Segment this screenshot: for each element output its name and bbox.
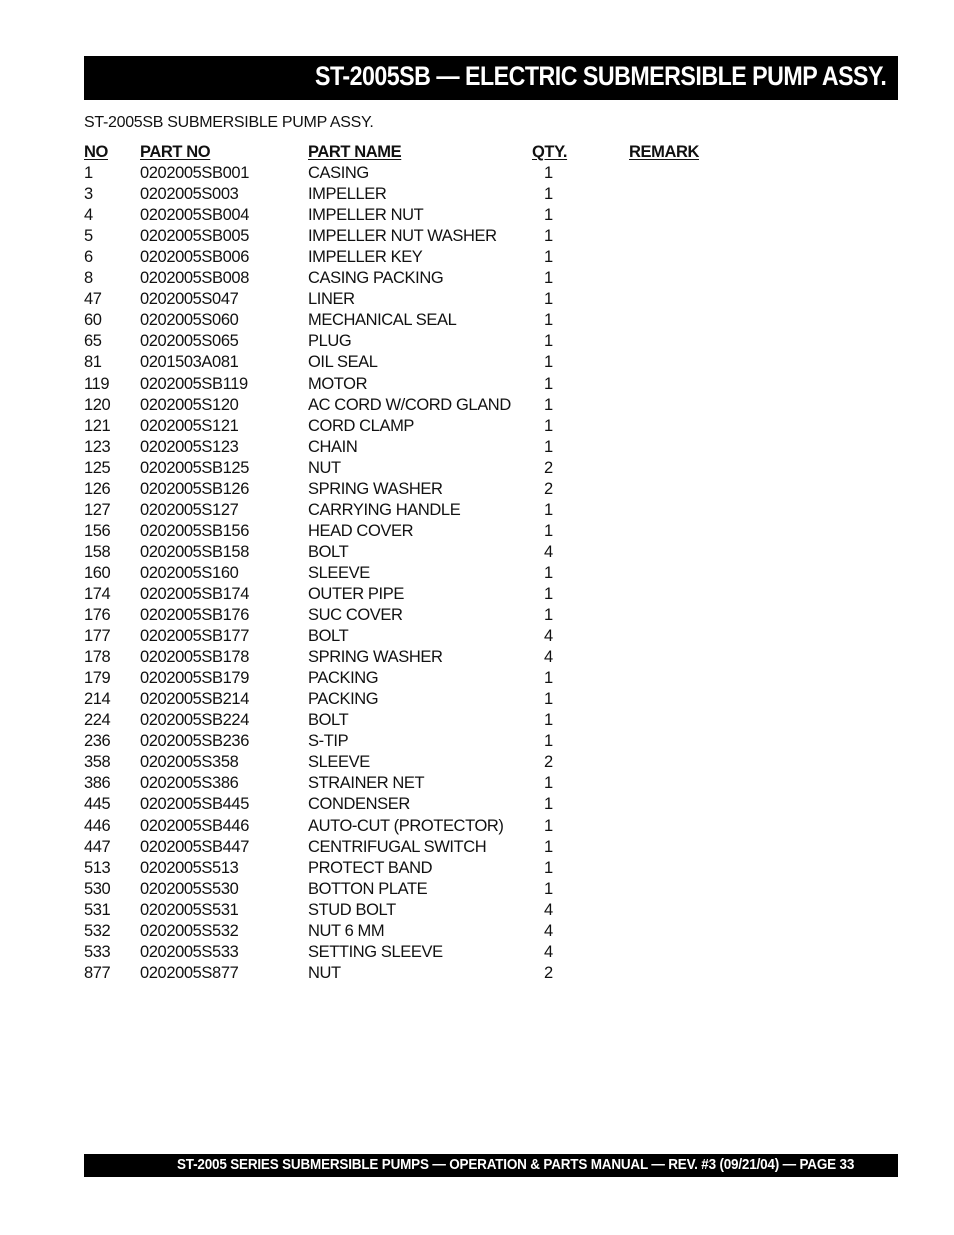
- cell-part-name: CONDENSER: [308, 795, 410, 814]
- cell-part-name: BOTTON PLATE: [308, 879, 428, 898]
- cell-part-no: 0202005SB177: [140, 627, 249, 646]
- table-row: [84, 584, 724, 605]
- cell-no: 530: [84, 879, 111, 898]
- cell-part-name: IMPELLER NUT WASHER: [308, 227, 497, 246]
- cell-no: 81: [84, 353, 102, 372]
- table-row: [84, 247, 724, 268]
- cell-part-name: NUT: [308, 963, 341, 982]
- cell-qty: 1: [544, 227, 553, 246]
- cell-part-name: CARRYING HANDLE: [308, 500, 461, 519]
- cell-part-no: 0202005S047: [140, 290, 239, 309]
- cell-no: 127: [84, 500, 111, 519]
- table-row: [84, 605, 724, 626]
- table-row: [84, 184, 724, 205]
- cell-part-name: CASING PACKING: [308, 269, 444, 288]
- cell-qty: 1: [544, 164, 553, 183]
- cell-qty: 4: [544, 648, 553, 667]
- cell-no: 121: [84, 416, 111, 435]
- cell-part-name: STUD BOLT: [308, 900, 396, 919]
- footer-text: ST-2005 SERIES SUBMERSIBLE PUMPS — OPERATION & PARTS MANUAL — REV. #3 (09/21/04) — PAGE 33: [176, 1157, 854, 1173]
- cell-no: 236: [84, 732, 111, 751]
- cell-qty: 1: [544, 437, 553, 456]
- table-row: [84, 858, 724, 879]
- cell-part-no: 0202005S121: [140, 416, 239, 435]
- table-row: [84, 289, 724, 310]
- table-row: [84, 437, 724, 458]
- cell-no: 877: [84, 963, 111, 982]
- table-row: [84, 963, 724, 984]
- cell-no: 224: [84, 711, 111, 730]
- page-title-bar: [84, 56, 898, 100]
- cell-no: 386: [84, 774, 111, 793]
- cell-no: 447: [84, 837, 111, 856]
- cell-part-no: 0202005SB119: [140, 374, 248, 393]
- cell-part-no: 0202005SB174: [140, 584, 249, 603]
- cell-no: 6: [84, 248, 93, 267]
- cell-no: 532: [84, 921, 111, 940]
- cell-qty: 2: [544, 963, 553, 982]
- table-row: [84, 816, 724, 837]
- cell-part-name: IMPELLER: [308, 185, 387, 204]
- table-row: [84, 731, 724, 752]
- cell-no: 47: [84, 290, 102, 309]
- cell-part-name: SLEEVE: [308, 563, 370, 582]
- cell-qty: 1: [544, 311, 553, 330]
- cell-part-no: 0202005S003: [140, 185, 239, 204]
- cell-qty: 1: [544, 816, 553, 835]
- cell-part-no: 0202005SB445: [140, 795, 249, 814]
- cell-part-name: AC CORD W/CORD GLAND: [308, 395, 511, 414]
- cell-qty: 4: [544, 942, 553, 961]
- table-row: [84, 668, 724, 689]
- cell-part-no: 0202005S127: [140, 500, 239, 519]
- cell-part-no: 0202005S877: [140, 963, 239, 982]
- table-row: [84, 416, 724, 437]
- column-header-remark: REMARK: [629, 143, 700, 161]
- cell-no: 126: [84, 479, 111, 498]
- cell-part-name: SPRING WASHER: [308, 648, 443, 667]
- cell-part-no: 0202005SB179: [140, 669, 249, 688]
- cell-part-no: 0202005SB006: [140, 248, 249, 267]
- cell-part-name: IMPELLER KEY: [308, 248, 423, 267]
- cell-part-no: 0202005SB236: [140, 732, 249, 751]
- cell-part-no: 0202005SB005: [140, 227, 249, 246]
- cell-no: 65: [84, 332, 102, 351]
- cell-part-name: MOTOR: [308, 374, 368, 393]
- cell-part-no: 0202005SB214: [140, 690, 249, 709]
- cell-part-no: 0202005SB125: [140, 458, 249, 477]
- cell-no: 445: [84, 795, 111, 814]
- cell-part-name: MECHANICAL SEAL: [308, 311, 457, 330]
- cell-no: 158: [84, 542, 111, 561]
- table-row: [84, 500, 724, 521]
- cell-part-no: 0202005S123: [140, 437, 239, 456]
- cell-part-no: 0202005S060: [140, 311, 239, 330]
- cell-part-name: PACKING: [308, 669, 379, 688]
- cell-part-name: OUTER PIPE: [308, 584, 404, 603]
- column-header-part-name: PART NAME: [308, 143, 402, 161]
- cell-part-no: 0202005S065: [140, 332, 239, 351]
- cell-qty: 2: [544, 753, 553, 772]
- table-row: [84, 331, 724, 352]
- cell-part-no: 0202005SB176: [140, 606, 249, 625]
- cell-part-no: 0202005SB126: [140, 479, 249, 498]
- cell-qty: 1: [544, 879, 553, 898]
- cell-part-no: 0202005SB156: [140, 521, 249, 540]
- table-row: [84, 226, 724, 247]
- cell-part-name: NUT 6 MM: [308, 921, 385, 940]
- cell-no: 8: [84, 269, 93, 288]
- cell-no: 214: [84, 690, 111, 709]
- cell-part-name: IMPELLER NUT: [308, 206, 424, 225]
- cell-no: 358: [84, 753, 111, 772]
- cell-qty: 1: [544, 248, 553, 267]
- cell-part-no: 0202005S160: [140, 563, 239, 582]
- cell-qty: 1: [544, 395, 553, 414]
- cell-part-name: CASING: [308, 164, 369, 183]
- cell-part-no: 0202005S358: [140, 753, 239, 772]
- cell-qty: 2: [544, 458, 553, 477]
- table-row: [84, 626, 724, 647]
- column-header-part-no: PART NO: [140, 143, 211, 161]
- footer-bar: [84, 1154, 898, 1177]
- cell-no: 4: [84, 206, 93, 225]
- table-row: [84, 900, 724, 921]
- cell-qty: 1: [544, 269, 553, 288]
- table-row: [84, 563, 724, 584]
- table-row: [84, 479, 724, 500]
- cell-part-name: SUC COVER: [308, 606, 403, 625]
- cell-qty: 4: [544, 921, 553, 940]
- table-row: [84, 268, 724, 289]
- cell-qty: 2: [544, 479, 553, 498]
- cell-part-name: BOLT: [308, 627, 349, 646]
- cell-part-no: 0202005SB224: [140, 711, 249, 730]
- cell-qty: 1: [544, 732, 553, 751]
- cell-no: 119: [84, 374, 110, 393]
- cell-part-no: 0202005S533: [140, 942, 239, 961]
- cell-part-name: CORD CLAMP: [308, 416, 415, 435]
- table-row: [84, 752, 724, 773]
- table-row: [84, 458, 724, 479]
- cell-part-no: 0202005SB178: [140, 648, 249, 667]
- table-row: [84, 310, 724, 331]
- cell-part-name: SPRING WASHER: [308, 479, 443, 498]
- cell-qty: 1: [544, 774, 553, 793]
- page-title: ST-2005SB — ELECTRIC SUBMERSIBLE PUMP ASSY.: [314, 61, 886, 91]
- cell-no: 177: [84, 627, 111, 646]
- cell-qty: 1: [544, 858, 553, 877]
- cell-no: 446: [84, 816, 111, 835]
- cell-no: 160: [84, 563, 111, 582]
- cell-qty: 1: [544, 290, 553, 309]
- cell-no: 60: [84, 311, 102, 330]
- cell-part-no: 0202005S531: [140, 900, 239, 919]
- cell-qty: 1: [544, 584, 553, 603]
- table-row: [84, 395, 724, 416]
- table-row: [84, 374, 724, 395]
- cell-no: 174: [84, 584, 111, 603]
- cell-no: 176: [84, 606, 111, 625]
- table-header-row: [84, 142, 724, 163]
- cell-part-no: 0202005S513: [140, 858, 239, 877]
- cell-no: 123: [84, 437, 111, 456]
- table-row: [84, 205, 724, 226]
- cell-qty: 1: [544, 521, 553, 540]
- cell-qty: 1: [544, 332, 553, 351]
- cell-qty: 1: [544, 185, 553, 204]
- table-row: [84, 710, 724, 731]
- cell-part-no: 0201503A081: [140, 353, 239, 372]
- cell-part-no: 0202005SB008: [140, 269, 249, 288]
- cell-part-name: PLUG: [308, 332, 352, 351]
- cell-no: 533: [84, 942, 111, 961]
- cell-part-name: AUTO-CUT (PROTECTOR): [308, 816, 504, 835]
- table-row: [84, 352, 724, 373]
- cell-qty: 1: [544, 374, 553, 393]
- cell-part-name: HEAD COVER: [308, 521, 414, 540]
- cell-qty: 4: [544, 900, 553, 919]
- cell-part-name: PACKING: [308, 690, 379, 709]
- table-row: [84, 921, 724, 942]
- cell-qty: 1: [544, 837, 553, 856]
- parts-table: [84, 142, 724, 984]
- cell-no: 5: [84, 227, 93, 246]
- cell-qty: 1: [544, 606, 553, 625]
- table-row: [84, 773, 724, 794]
- table-row: [84, 794, 724, 815]
- cell-qty: 4: [544, 627, 553, 646]
- cell-no: 513: [84, 858, 111, 877]
- cell-part-name: BOLT: [308, 711, 349, 730]
- cell-part-no: 0202005S120: [140, 395, 239, 414]
- table-row: [84, 163, 724, 184]
- cell-qty: 1: [544, 669, 553, 688]
- cell-no: 178: [84, 648, 111, 667]
- table-row: [84, 689, 724, 710]
- cell-qty: 1: [544, 500, 553, 519]
- cell-part-name: BOLT: [308, 542, 349, 561]
- table-row: [84, 837, 724, 858]
- table-row: [84, 542, 724, 563]
- cell-no: 179: [84, 669, 111, 688]
- cell-part-no: 0202005S532: [140, 921, 239, 940]
- table-row: [84, 647, 724, 668]
- cell-qty: 4: [544, 542, 553, 561]
- cell-part-name: STRAINER NET: [308, 774, 425, 793]
- cell-qty: 1: [544, 711, 553, 730]
- table-row: [84, 879, 724, 900]
- cell-part-name: CHAIN: [308, 437, 358, 456]
- cell-part-name: PROTECT BAND: [308, 858, 433, 877]
- cell-part-name: SLEEVE: [308, 753, 370, 772]
- cell-part-name: SETTING SLEEVE: [308, 942, 443, 961]
- column-header-no: NO: [84, 143, 108, 161]
- cell-qty: 1: [544, 416, 553, 435]
- cell-part-name: LINER: [308, 290, 355, 309]
- cell-part-name: OIL SEAL: [308, 353, 378, 372]
- cell-qty: 1: [544, 206, 553, 225]
- cell-part-name: CENTRIFUGAL SWITCH: [308, 837, 487, 856]
- cell-qty: 1: [544, 353, 553, 372]
- table-row: [84, 942, 724, 963]
- cell-part-no: 0202005S386: [140, 774, 239, 793]
- cell-part-name: S-TIP: [308, 732, 349, 751]
- table-row: [84, 521, 724, 542]
- cell-no: 1: [84, 164, 93, 183]
- cell-qty: 1: [544, 795, 553, 814]
- cell-qty: 1: [544, 563, 553, 582]
- table-body: [84, 163, 724, 984]
- cell-part-name: NUT: [308, 458, 341, 477]
- cell-part-no: 0202005SB004: [140, 206, 249, 225]
- cell-no: 531: [84, 900, 111, 919]
- cell-part-no: 0202005SB001: [140, 164, 249, 183]
- cell-no: 125: [84, 458, 111, 477]
- cell-qty: 1: [544, 690, 553, 709]
- cell-no: 3: [84, 185, 93, 204]
- cell-no: 120: [84, 395, 111, 414]
- cell-part-no: 0202005SB447: [140, 837, 249, 856]
- cell-part-no: 0202005SB158: [140, 542, 249, 561]
- cell-part-no: 0202005S530: [140, 879, 239, 898]
- section-subtitle: ST-2005SB SUBMERSIBLE PUMP ASSY.: [84, 114, 374, 131]
- cell-part-no: 0202005SB446: [140, 816, 249, 835]
- cell-no: 156: [84, 521, 111, 540]
- column-header-qty: QTY.: [532, 143, 568, 161]
